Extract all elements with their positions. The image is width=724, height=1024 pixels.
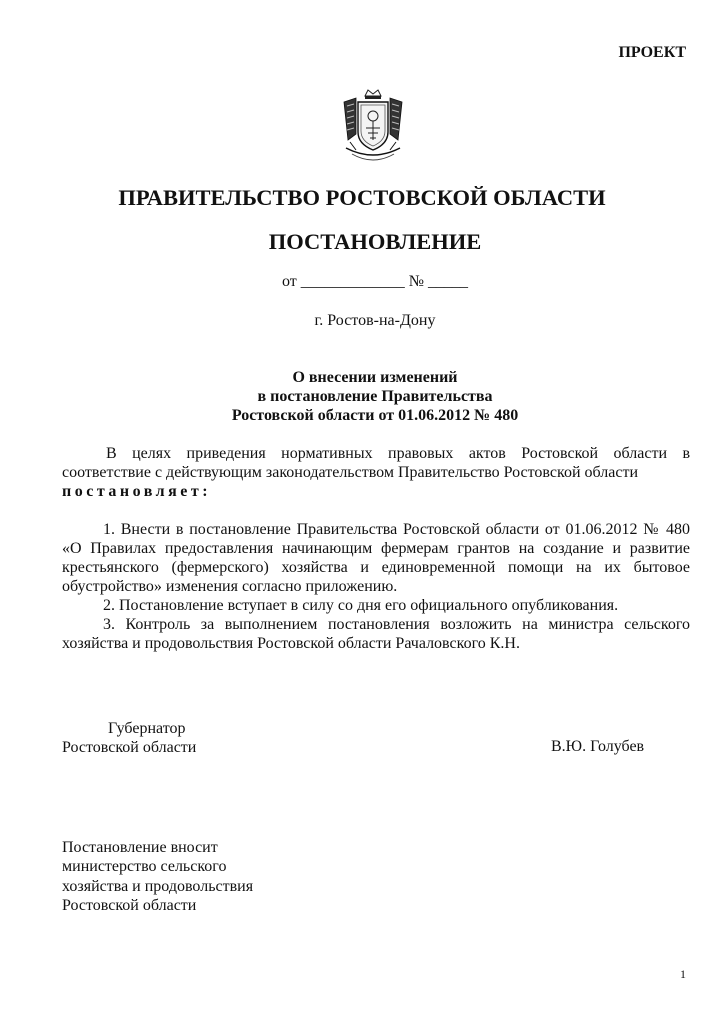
subject-line: в постановление Правительства bbox=[257, 388, 493, 405]
signature-position bbox=[62, 719, 196, 757]
list-item: 2. Постановление вступает в силу со дня его официального опубликования. bbox=[103, 597, 619, 614]
page-number: 1 bbox=[680, 967, 686, 981]
coat-of-arms-icon bbox=[338, 88, 408, 166]
resolves-word: постановляет: bbox=[62, 483, 212, 500]
signatory-name: В.Ю. Голубев bbox=[551, 738, 645, 755]
list-item: 3. Контроль за выполнением постановления возложить на министра сельского хозяйства и продовольствия Ростовской области Рачаловского К.Н. bbox=[62, 616, 690, 652]
list-item: 1. Внести в постановление Правительства Ростовской области от 01.06.2012 № 480 «О Правилах предоставления начинающим фермерам грантов на создание и развитие крестьянского (фермерского) хозяйства и единовременной помощи на их бытовое обустройство» изменения согласно приложению. bbox=[62, 521, 690, 595]
position-region: Ростовской области bbox=[62, 739, 197, 756]
draft-stamp: ПРОЕКТ bbox=[618, 44, 686, 61]
city-line: г. Ростов-на-Дону bbox=[314, 312, 436, 329]
submitted-line: хозяйства и продовольствия bbox=[62, 877, 254, 895]
decree-subject bbox=[0, 368, 724, 425]
preamble-paragraph bbox=[62, 444, 690, 501]
subject-line: Ростовской области от 01.06.2012 № 480 bbox=[231, 407, 519, 424]
position-title: Губернатор bbox=[108, 720, 186, 737]
subject-line: О внесении изменений bbox=[292, 369, 458, 386]
government-title: ПРАВИТЕЛЬСТВО РОСТОВСКОЙ ОБЛАСТИ bbox=[118, 185, 606, 210]
date-number-line: от _____________ № _____ bbox=[281, 273, 469, 290]
submitted-line: Ростовской области bbox=[62, 896, 197, 914]
submitted-line: Постановление вносит bbox=[62, 839, 218, 856]
decree-title: ПОСТАНОВЛЕНИЕ bbox=[268, 229, 482, 254]
submitted-line: министерство сельского bbox=[62, 858, 227, 876]
preamble-text: В целях приведения нормативных правовых актов Ростовской области в соответствие с действующим законодательством Правительство Ростовской области bbox=[62, 445, 690, 481]
submitted-by-block bbox=[62, 838, 253, 915]
decree-items bbox=[62, 520, 690, 653]
